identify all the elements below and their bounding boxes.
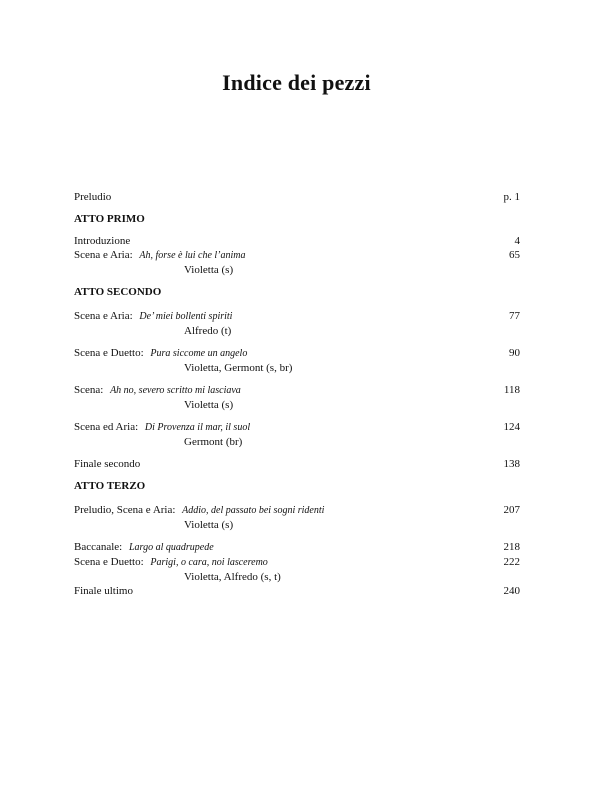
toc-entry-scena-aria-secondo: [74, 309, 520, 324]
toc-entry-scena-duetto-secondo: [74, 346, 520, 361]
toc-entry-incipit: Pura siccome un angelo: [150, 348, 248, 359]
toc-entry-page: 65: [509, 249, 520, 261]
toc-entry-label: Finale secondo: [74, 458, 141, 470]
toc-entry-voices: Violetta, Alfredo (s, t): [184, 571, 281, 583]
toc-entry-incipit: De’ miei bollenti spiriti: [139, 311, 233, 322]
toc-entry-label: Scena e Duetto:: [74, 347, 144, 359]
toc-entry-incipit: Di Provenza il mar, il suol: [144, 422, 251, 433]
toc-entry-introduzione: [74, 234, 520, 248]
page-title: Indice dei pezzi: [222, 70, 371, 95]
toc-entry-voices: Germont (br): [184, 436, 243, 448]
toc-entry-page: 138: [503, 458, 520, 470]
toc-entry-label: Scena e Duetto:: [74, 556, 144, 568]
toc-entry-incipit: Ah, forse è lui che l’anima: [139, 250, 246, 261]
toc-entry-scena-aria-primo: [74, 248, 520, 263]
act-heading-primo: ATTO PRIMO: [74, 213, 145, 225]
toc-entry-label: Scena e Aria:: [74, 249, 133, 261]
toc-entry-incipit: Parigi, o cara, noi lasceremo: [150, 557, 268, 568]
act-heading-terzo: ATTO TERZO: [74, 480, 146, 492]
toc-entry-incipit: Ah no, severo scritto mi lasciava: [110, 385, 241, 396]
toc-entry-finale-ultimo: [74, 584, 520, 598]
toc-entry-page: 218: [503, 541, 520, 553]
toc-entry-label: Scena:: [74, 384, 104, 396]
toc-entry-page: 207: [503, 504, 520, 516]
toc-entry-voices: Alfredo (t): [184, 325, 232, 337]
toc-entry-voices: Violetta (s): [184, 519, 234, 531]
toc-entry-baccanale: [74, 540, 520, 555]
toc-entry-scena: [74, 383, 520, 398]
toc-entry-page: 124: [503, 421, 520, 433]
toc-entry-label: Preludio: [74, 191, 112, 203]
toc-entry-page: 222: [503, 556, 520, 568]
toc-entry-preludio-scena-aria: [74, 503, 520, 518]
toc-entry-page: p. 1: [503, 191, 520, 203]
toc-entry-label: Finale ultimo: [74, 585, 133, 597]
toc-entry-scena-ed-aria: [74, 420, 520, 435]
toc-entry-preludio: [74, 190, 520, 204]
toc-entry-page: 240: [503, 585, 520, 597]
toc-entry-label: Introduzione: [74, 235, 131, 247]
toc-entry-page: 4: [514, 235, 520, 247]
act-heading-secondo: ATTO SECONDO: [74, 286, 162, 298]
toc-entry-page: 118: [503, 384, 520, 396]
toc-entry-voices: Violetta (s): [184, 399, 234, 411]
toc-entry-finale-secondo: [74, 457, 520, 471]
toc-entry-incipit: Addio, del passato bei sogni ridenti: [182, 505, 325, 516]
toc-entry-label: Preludio, Scena e Aria:: [74, 504, 176, 516]
table-of-contents: [74, 190, 520, 598]
toc-entry-voices: Violetta (s): [184, 264, 234, 276]
toc-entry-label: Baccanale:: [74, 541, 123, 553]
toc-entry-page: 77: [509, 310, 520, 322]
toc-entry-incipit: Largo al quadrupede: [129, 542, 214, 553]
toc-entry-scena-duetto-terzo: [74, 555, 520, 570]
toc-entry-label: Scena ed Aria:: [74, 421, 139, 433]
toc-entry-page: 90: [509, 347, 520, 359]
toc-entry-voices: Violetta, Germont (s, br): [184, 362, 293, 374]
toc-entry-label: Scena e Aria:: [74, 310, 133, 322]
